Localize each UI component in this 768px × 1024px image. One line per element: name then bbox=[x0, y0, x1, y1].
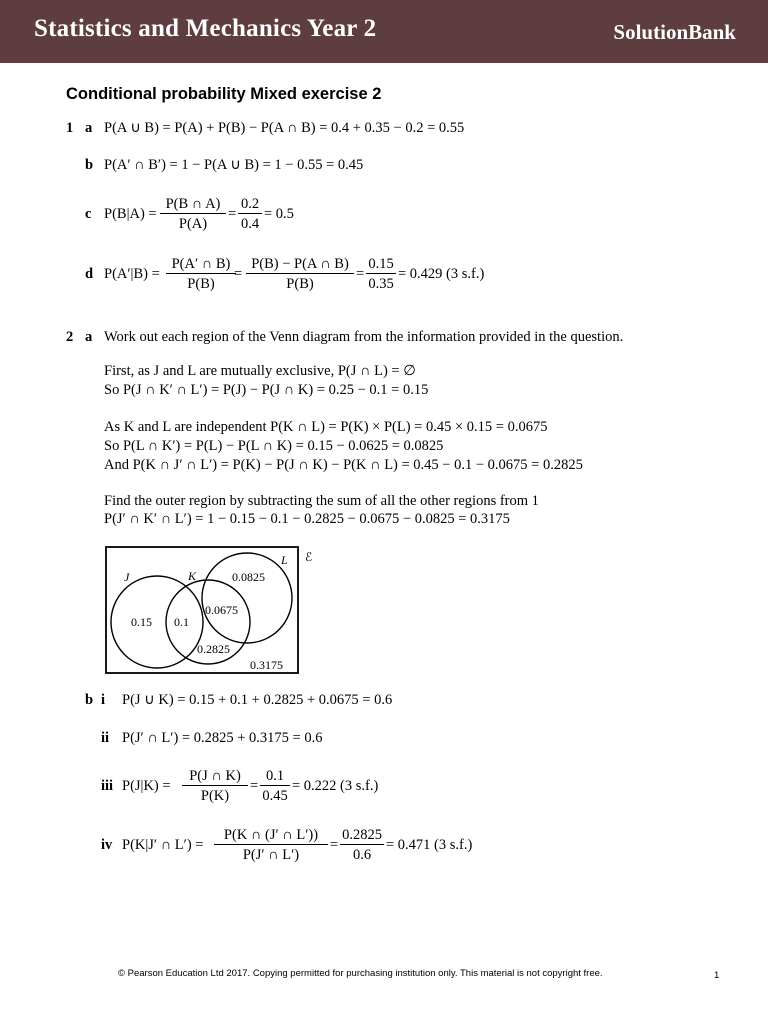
q2a-line-4: So P(L ∩ K′) = P(L) − P(L ∩ K) = 0.15 − 0.0625 = 0.0825 bbox=[104, 438, 444, 454]
header-brand: SolutionBank bbox=[613, 20, 736, 44]
q1d-frac1-bar bbox=[166, 273, 236, 274]
q1d-frac3-denominator: 0.35 bbox=[368, 276, 394, 292]
q2bi-equation: P(J ∪ K) = 0.15 + 0.1 + 0.2825 + 0.0675 = 0.6 bbox=[122, 692, 393, 708]
venn-region-k-only: 0.2825 bbox=[197, 642, 230, 656]
q2a-intro: Work out each region of the Venn diagram from the information provided in the question. bbox=[104, 329, 624, 345]
q1d-lhs: P(A′|B) = bbox=[104, 266, 160, 282]
q1c-frac2-denominator: 0.4 bbox=[240, 216, 260, 232]
q1d-label: d bbox=[85, 266, 94, 282]
q2biii-lhs: P(J|K) = bbox=[122, 778, 171, 794]
q1a-equation: P(A ∪ B) = P(A) + P(B) − P(A ∩ B) = 0.4 + 0.35 − 0.2 = 0.55 bbox=[104, 120, 465, 136]
venn-universal-symbol: ℰ bbox=[305, 550, 313, 564]
q1c-result: = 0.5 bbox=[264, 206, 294, 222]
q2biv-frac1-denominator: P(J′ ∩ L′) bbox=[242, 847, 300, 863]
q2biv-frac2-bar bbox=[340, 844, 384, 845]
q2bii-equation: P(J′ ∩ L′) = 0.2825 + 0.3175 = 0.6 bbox=[122, 730, 323, 746]
q1d-frac2-bar bbox=[246, 273, 354, 274]
q1c-lhs: P(B|A) = bbox=[104, 206, 157, 222]
q1b-label: b bbox=[85, 157, 94, 173]
footer-copyright: © Pearson Education Ltd 2017. Copying permitted for purchasing institution only. This material is not copyright free. bbox=[118, 968, 603, 979]
q2-number: 2 bbox=[66, 329, 74, 345]
q2bi-label: i bbox=[101, 692, 106, 708]
q2biv-lhs: P(K|J′ ∩ L′) = bbox=[122, 837, 204, 853]
venn-region-j-only: 0.15 bbox=[131, 615, 152, 629]
venn-circle-l bbox=[202, 553, 292, 643]
q2b-label: b bbox=[85, 692, 94, 708]
q2biii-frac2-denominator: 0.45 bbox=[262, 788, 288, 804]
q2biv-frac2-numerator: 0.2825 bbox=[342, 827, 382, 843]
q1c-label: c bbox=[85, 206, 92, 222]
venn-label-j: J bbox=[124, 570, 130, 584]
q1a-label: a bbox=[85, 120, 93, 136]
q2biii-frac2-numerator: 0.1 bbox=[265, 768, 285, 784]
q1c-frac1-denominator: P(A) bbox=[178, 216, 208, 232]
q2biv-frac2-denominator: 0.6 bbox=[352, 847, 372, 863]
header-banner bbox=[0, 0, 768, 63]
q2a-line-7: P(J′ ∩ K′ ∩ L′) = 1 − 0.15 − 0.1 − 0.2825 − 0.0675 − 0.0825 = 0.3175 bbox=[104, 511, 510, 527]
q1d-frac2-denominator: P(B) bbox=[286, 276, 314, 292]
q1c-frac1-bar bbox=[160, 213, 226, 214]
q2a-line-2: So P(J ∩ K′ ∩ L′) = P(J) − P(J ∩ K) = 0.25 − 0.1 = 0.15 bbox=[104, 382, 429, 398]
q2biii-frac1-bar bbox=[182, 785, 248, 786]
q1c-equals: = bbox=[228, 206, 237, 222]
q1d-frac2-numerator: P(B) − P(A ∩ B) bbox=[251, 256, 349, 272]
q1c-frac1-numerator: P(B ∩ A) bbox=[165, 196, 221, 212]
q2bii-label: ii bbox=[101, 730, 110, 746]
q1d-frac3-bar bbox=[366, 273, 396, 274]
q2biii-equals: = bbox=[250, 778, 259, 794]
q1d-frac1-numerator: P(A′ ∩ B) bbox=[171, 256, 231, 272]
page-number: 1 bbox=[714, 970, 720, 981]
venn-region-l-only: 0.0825 bbox=[232, 570, 265, 584]
q2a-line-6: Find the outer region by subtracting the sum of all the other regions from 1 bbox=[104, 493, 539, 509]
q2biv-result: = 0.471 (3 s.f.) bbox=[386, 837, 473, 853]
venn-circle-j bbox=[111, 576, 203, 668]
q1d-frac1-denominator: P(B) bbox=[187, 276, 215, 292]
q2biv-frac1-numerator: P(K ∩ (J′ ∩ L′)) bbox=[223, 827, 319, 843]
q1b-equation: P(A′ ∩ B′) = 1 − P(A ∪ B) = 1 − 0.55 = 0.45 bbox=[104, 157, 364, 173]
venn-region-k-and-l: 0.0675 bbox=[205, 603, 238, 617]
q2a-label: a bbox=[85, 329, 93, 345]
q1d-equals-2: = bbox=[356, 266, 365, 282]
venn-label-l: L bbox=[281, 553, 288, 567]
q2a-line-3: As K and L are independent P(K ∩ L) = P(K) × P(L) = 0.45 × 0.15 = 0.0675 bbox=[104, 419, 548, 435]
q2biii-result: = 0.222 (3 s.f.) bbox=[292, 778, 379, 794]
q2biii-frac2-bar bbox=[260, 785, 290, 786]
q1d-result: = 0.429 (3 s.f.) bbox=[398, 266, 485, 282]
header-title: Statistics and Mechanics Year 2 bbox=[34, 15, 377, 42]
q2biii-frac1-numerator: P(J ∩ K) bbox=[189, 768, 241, 784]
q1c-frac2-bar bbox=[238, 213, 262, 214]
q2biv-frac1-bar bbox=[214, 844, 328, 845]
q1d-frac3-numerator: 0.15 bbox=[368, 256, 394, 272]
q2biv-equals: = bbox=[330, 837, 339, 853]
venn-region-outside: 0.3175 bbox=[250, 658, 283, 672]
q2biii-label: iii bbox=[101, 778, 114, 794]
q2a-line-5: And P(K ∩ J′ ∩ L′) = P(K) − P(J ∩ K) − P(K ∩ L) = 0.45 − 0.1 − 0.0675 = 0.2825 bbox=[104, 457, 583, 473]
q2a-line-1: First, as J and L are mutually exclusive, P(J ∩ L) = ∅ bbox=[104, 363, 416, 379]
venn-region-j-and-k: 0.1 bbox=[174, 615, 189, 629]
q1c-frac2-numerator: 0.2 bbox=[240, 196, 260, 212]
venn-diagram bbox=[100, 543, 325, 678]
q2biv-label: iv bbox=[101, 837, 113, 853]
venn-label-k: K bbox=[188, 569, 197, 583]
q1-number: 1 bbox=[66, 120, 74, 136]
exercise-heading: Conditional probability Mixed exercise 2 bbox=[66, 85, 382, 103]
q2biii-frac1-denominator: P(K) bbox=[200, 788, 230, 804]
q1d-equals-1: = bbox=[234, 266, 243, 282]
